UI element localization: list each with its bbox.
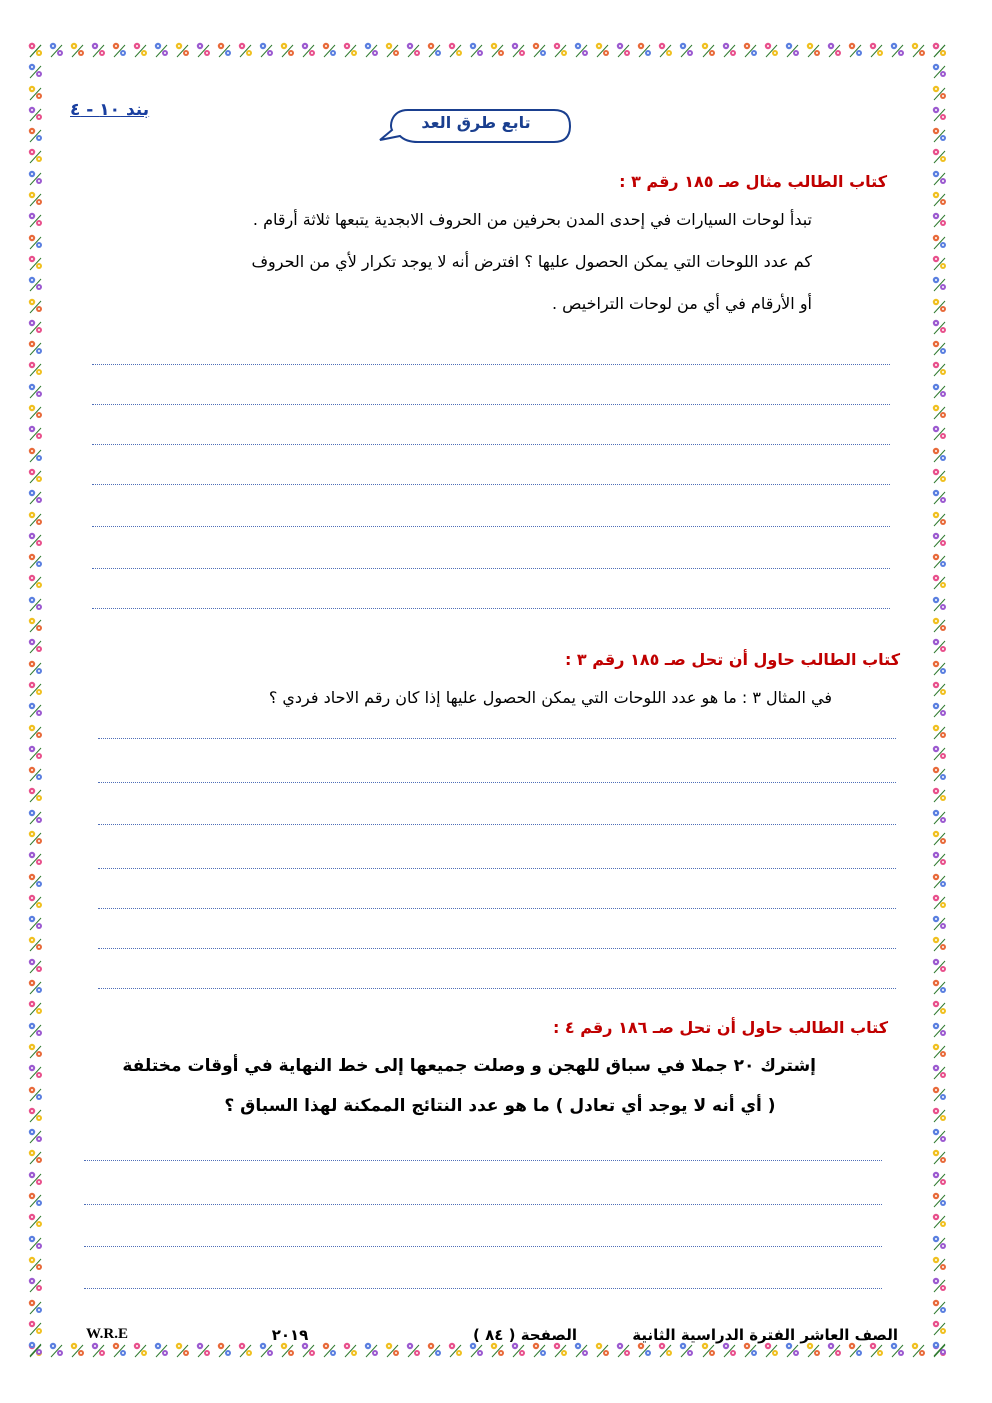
answer-line	[98, 908, 896, 909]
answer-line	[98, 782, 896, 783]
answer-line	[84, 1246, 882, 1247]
answer-line	[98, 988, 896, 989]
answer-line	[92, 404, 890, 405]
example-line-1: تبدأ لوحات السيارات في إحدى المدن بحرفين من الحروف الابجدية يتبعها ثلاثة أرقام .	[252, 210, 812, 229]
answer-line	[84, 1204, 882, 1205]
try1-text: في المثال ٣ : ما هو عدد اللوحات التي يمكن الحصول عليها إذا كان رقم الاحاد فردي ؟	[268, 688, 832, 707]
bubble-title: تابع طرق العد	[421, 113, 531, 132]
answer-line	[92, 526, 890, 527]
answer-line	[92, 608, 890, 609]
answer-line	[84, 1288, 882, 1289]
answer-line	[98, 824, 896, 825]
answer-line	[92, 364, 890, 365]
answer-line	[92, 568, 890, 569]
footer-page: الصفحة ( ٨٤ )	[473, 1326, 577, 1344]
footer-grade: الصف العاشر الفترة الدراسية الثانية	[632, 1326, 898, 1344]
answer-line	[92, 444, 890, 445]
answer-line	[84, 1160, 882, 1161]
example-line-2: كم عدد اللوحات التي يمكن الحصول عليها ؟ افترض أنه لا يوجد تكرار لأي من الحروف	[251, 252, 812, 271]
answer-line	[92, 484, 890, 485]
section-label: بند ١٠ - ٤	[70, 100, 150, 120]
answer-line	[98, 868, 896, 869]
section-label-wrap	[70, 100, 190, 120]
footer-year: ٢٠١٩	[271, 1326, 309, 1344]
try2-heading: كتاب الطالب حاول أن تحل صـ ١٨٦ رقم ٤ :	[552, 1018, 888, 1037]
try2-line-1	[100, 1056, 900, 1076]
try2-line-1-text: إشترك ٢٠ جملا في سباق للهجن و وصلت جميعها إلى خط النهاية في أوقات مختلفة	[122, 1056, 816, 1076]
example-line-3: أو الأرقام في أي من لوحات التراخيص .	[552, 294, 812, 313]
answer-line	[98, 948, 896, 949]
try2-line-2: ( أي أنه لا يوجد أي تعادل ) ما هو عدد النتائج الممكنة لهذا السباق ؟	[224, 1096, 776, 1116]
try1-heading: كتاب الطالب حاول أن تحل صـ ١٨٥ رقم ٣ :	[564, 650, 900, 669]
answer-line	[98, 738, 896, 739]
footer-code: W.R.E	[86, 1326, 128, 1342]
example-heading: كتاب الطالب مثال صـ ١٨٥ رقم ٣ :	[619, 172, 887, 191]
title-bubble	[378, 104, 574, 148]
